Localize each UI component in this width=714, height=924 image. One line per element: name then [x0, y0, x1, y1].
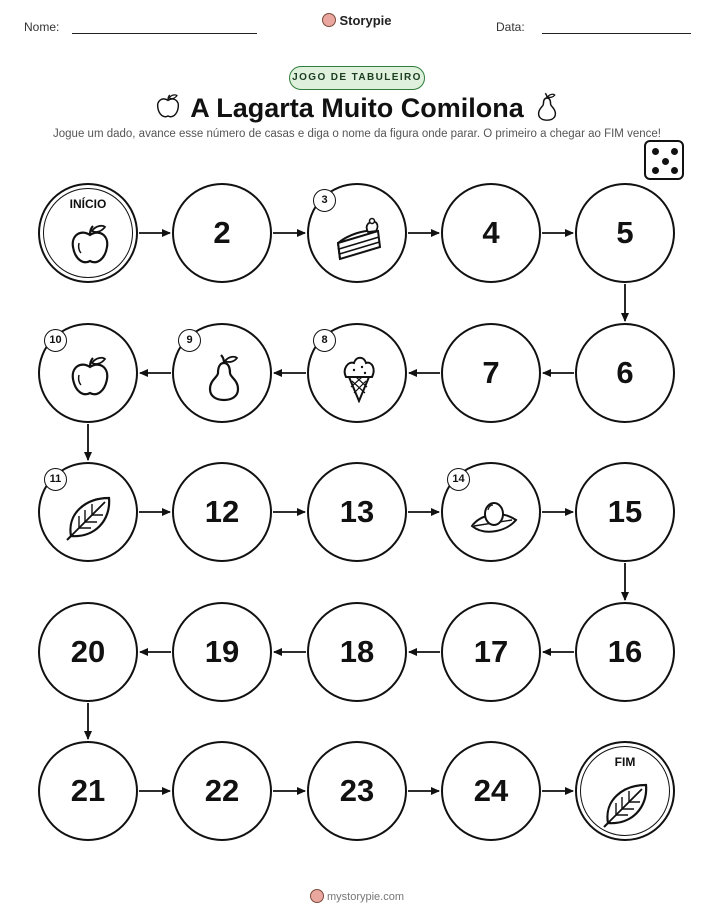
space-number-badge: 11 — [44, 468, 67, 491]
ice-cream-icon — [334, 353, 384, 403]
egg-on-leaf-icon — [468, 492, 518, 542]
cake-icon — [334, 213, 384, 263]
game-tag: JOGO DE TABULEIRO — [289, 66, 425, 90]
footer-url[interactable]: mystorypie.com — [326, 891, 405, 903]
board-space-20 — [38, 602, 138, 702]
board-space-7 — [441, 323, 541, 423]
space-number: 7 — [482, 355, 500, 390]
space-number: 4 — [482, 215, 500, 250]
board-space-5 — [575, 183, 675, 283]
board-space-11 — [38, 462, 138, 562]
leaf-icon — [602, 779, 652, 829]
footer — [0, 889, 714, 903]
board-space-9 — [172, 323, 272, 423]
name-label: Nome: — [24, 20, 60, 34]
board-space-4 — [441, 183, 541, 283]
board-space-12 — [172, 462, 272, 562]
board-space-3 — [307, 183, 407, 283]
space-number-badge: 9 — [178, 329, 201, 352]
space-number: 2 — [213, 215, 231, 250]
start-space — [38, 183, 138, 283]
board-space-23 — [307, 741, 407, 841]
space-number: 19 — [204, 634, 240, 669]
space-number-badge: 14 — [447, 468, 470, 491]
space-number: 22 — [204, 773, 240, 808]
space-caption: FIM — [614, 755, 636, 769]
space-number: 18 — [339, 634, 375, 669]
apple-icon — [65, 353, 115, 403]
board-space-18 — [307, 602, 407, 702]
space-number: 23 — [339, 773, 375, 808]
space-number: 5 — [616, 215, 634, 250]
bear-icon — [310, 889, 324, 903]
space-number: 21 — [70, 773, 106, 808]
board-space-10 — [38, 323, 138, 423]
board-space-2 — [172, 183, 272, 283]
board-space-6 — [575, 323, 675, 423]
board-space-8 — [307, 323, 407, 423]
board-space-13 — [307, 462, 407, 562]
board-space-24 — [441, 741, 541, 841]
page-title: A Lagarta Muito Comilona — [190, 93, 524, 123]
finish-space — [575, 741, 675, 841]
board-space-17 — [441, 602, 541, 702]
board-space-16 — [575, 602, 675, 702]
date-label: Data: — [496, 20, 525, 34]
board-space-19 — [172, 602, 272, 702]
pear-icon — [199, 353, 249, 403]
space-caption: INÍCIO — [69, 197, 107, 211]
space-number: 20 — [70, 634, 106, 669]
space-number: 12 — [204, 494, 240, 529]
instructions: Jogue um dado, avance esse número de casas e diga o nome da figura onde parar. O primeiro a chegar ao FIM vence! — [53, 128, 661, 140]
board-space-15 — [575, 462, 675, 562]
board-space-22 — [172, 741, 272, 841]
space-number: 13 — [339, 494, 375, 529]
board-space-21 — [38, 741, 138, 841]
space-number: 15 — [607, 494, 643, 529]
space-number: 17 — [473, 634, 509, 669]
apple-icon — [65, 221, 115, 271]
board-space-14 — [441, 462, 541, 562]
space-number-badge: 3 — [313, 189, 336, 212]
space-number: 6 — [616, 355, 634, 390]
space-number: 24 — [473, 773, 509, 808]
space-number-badge: 8 — [313, 329, 336, 352]
brand-name: Storypie — [339, 13, 392, 28]
leaf-icon — [65, 492, 115, 542]
space-number: 16 — [607, 634, 643, 669]
space-number-badge: 10 — [44, 329, 67, 352]
